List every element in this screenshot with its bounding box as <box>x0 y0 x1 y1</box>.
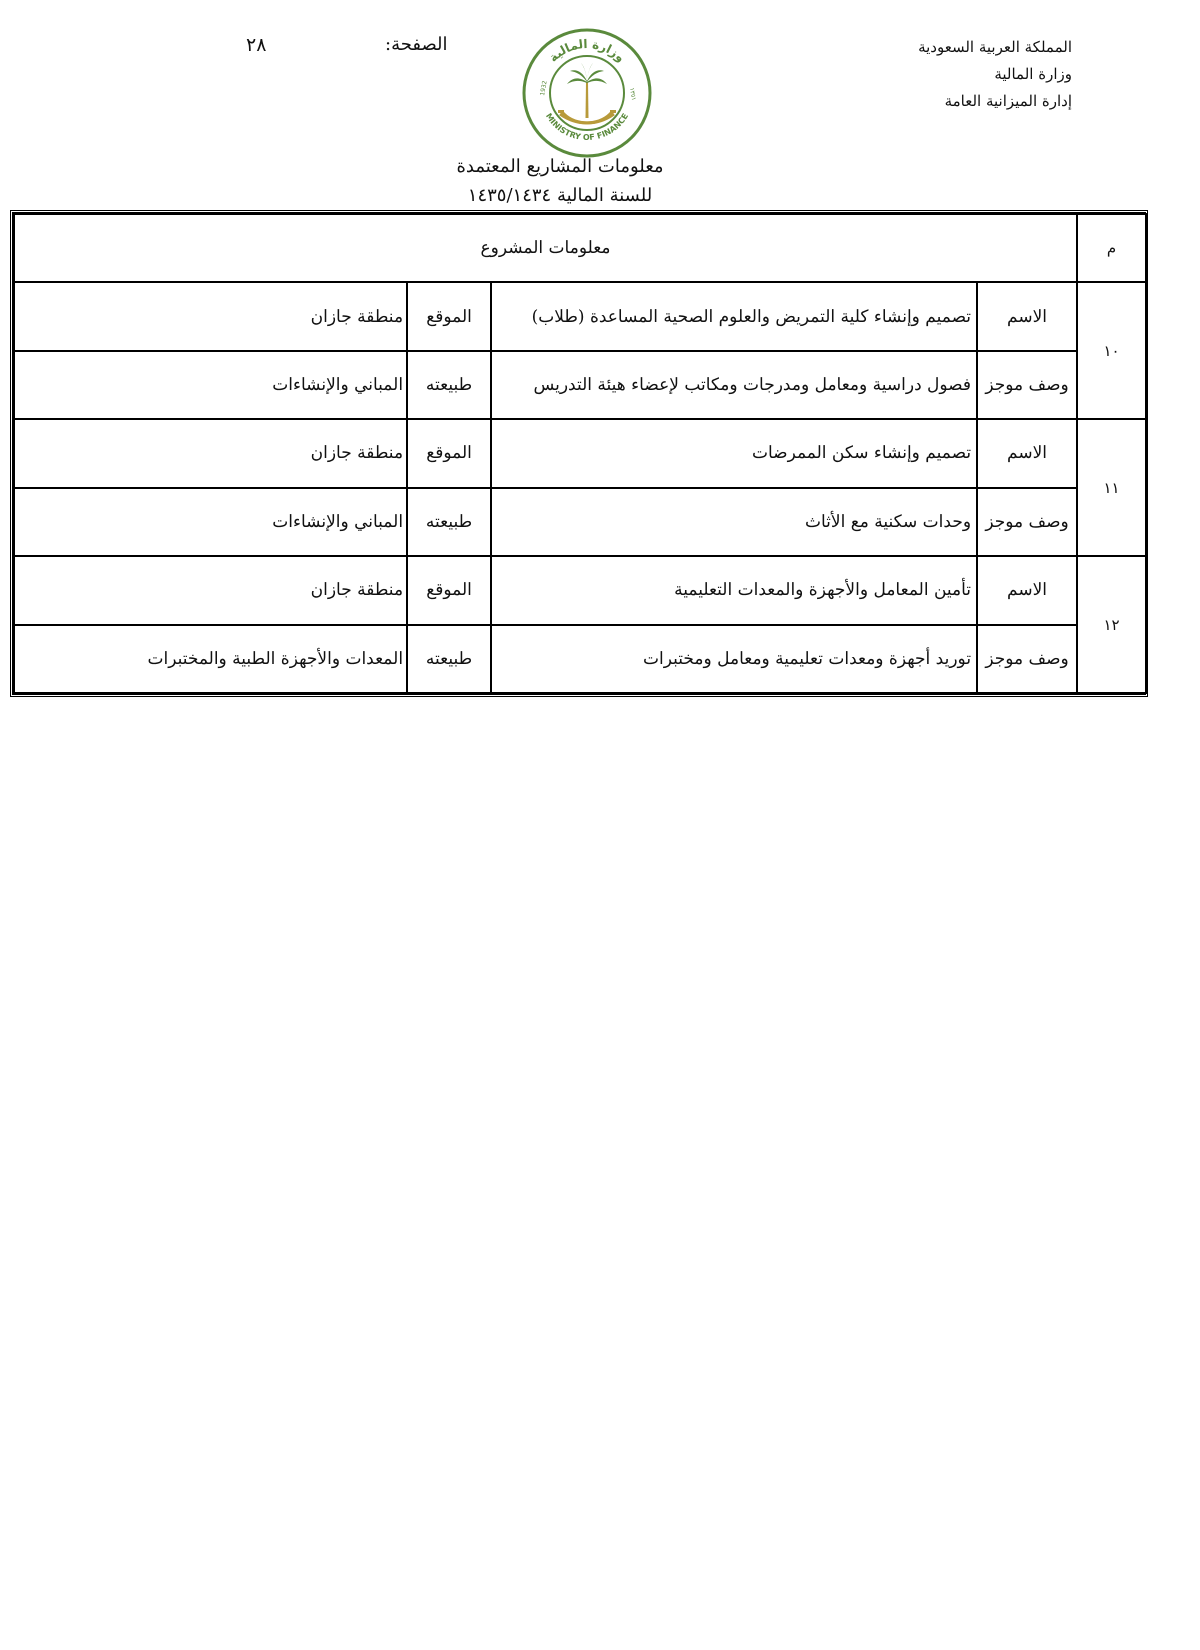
project-name: تصميم وإنشاء كلية التمريض والعلوم الصحية المساعدة (طلاب) <box>491 282 977 350</box>
table-row <box>14 419 1146 487</box>
location-label: الموقع <box>407 282 491 350</box>
name-label: الاسم <box>977 282 1077 350</box>
project-name: تصميم وإنشاء سكن الممرضات <box>491 419 977 487</box>
svg-text:1932: 1932 <box>539 80 549 97</box>
table-row <box>14 625 1146 693</box>
location-label: الموقع <box>407 556 491 624</box>
organization-header <box>752 34 1072 115</box>
nature-label: طبيعته <box>407 351 491 419</box>
nature-label: طبيعته <box>407 625 491 693</box>
table-header-row <box>14 214 1146 282</box>
name-label: الاسم <box>977 556 1077 624</box>
svg-text:وزارة المالية: وزارة المالية <box>546 36 628 65</box>
project-description: فصول دراسية ومعامل ومدرجات ومكاتب لإعضاء هيئة التدريس <box>491 351 977 419</box>
ministry-of-finance-seal-icon <box>520 26 654 160</box>
description-label: وصف موجز <box>977 351 1077 419</box>
project-location: منطقة جازان <box>14 282 407 350</box>
project-description: توريد أجهزة ومعدات تعليمية ومعامل ومختبرات <box>491 625 977 693</box>
project-nature: المعدات والأجهزة الطبية والمختبرات <box>14 625 407 693</box>
svg-text:MINISTRY OF FINANCE: MINISTRY OF FINANCE <box>543 111 631 143</box>
table-row <box>14 488 1146 556</box>
project-index: ١١ <box>1077 419 1146 556</box>
header-project-info: معلومات المشروع <box>14 214 1077 282</box>
project-nature: المباني والإنشاءات <box>14 488 407 556</box>
table-row <box>14 556 1146 624</box>
project-name: تأمين المعامل والأجهزة والمعدات التعليمية <box>491 556 977 624</box>
project-description: وحدات سكنية مع الأثاث <box>491 488 977 556</box>
nature-label: طبيعته <box>407 488 491 556</box>
projects-table <box>10 210 1148 697</box>
header-index: م <box>1077 214 1146 282</box>
title-line-2: للسنة المالية ١٤٣٥/١٤٣٤ <box>467 185 653 206</box>
page-number: ٢٨ <box>246 34 267 56</box>
project-nature: المباني والإنشاءات <box>14 351 407 419</box>
location-label: الموقع <box>407 419 491 487</box>
project-index: ١٢ <box>1077 556 1146 693</box>
project-location: منطقة جازان <box>14 419 407 487</box>
description-label: وصف موجز <box>977 488 1077 556</box>
svg-text:١٣٥١: ١٣٥١ <box>628 87 638 102</box>
org-line-ministry: وزارة المالية <box>994 65 1072 83</box>
name-label: الاسم <box>977 419 1077 487</box>
page-label: الصفحة: <box>385 34 448 55</box>
table-row <box>14 351 1146 419</box>
title-line-1: معلومات المشاريع المعتمدة <box>456 156 664 177</box>
project-location: منطقة جازان <box>14 556 407 624</box>
document-title <box>400 152 720 210</box>
description-label: وصف موجز <box>977 625 1077 693</box>
project-index: ١٠ <box>1077 282 1146 419</box>
org-line-kingdom: المملكة العربية السعودية <box>918 38 1072 56</box>
table-row <box>14 282 1146 350</box>
org-line-budget-dept: إدارة الميزانية العامة <box>944 92 1072 110</box>
